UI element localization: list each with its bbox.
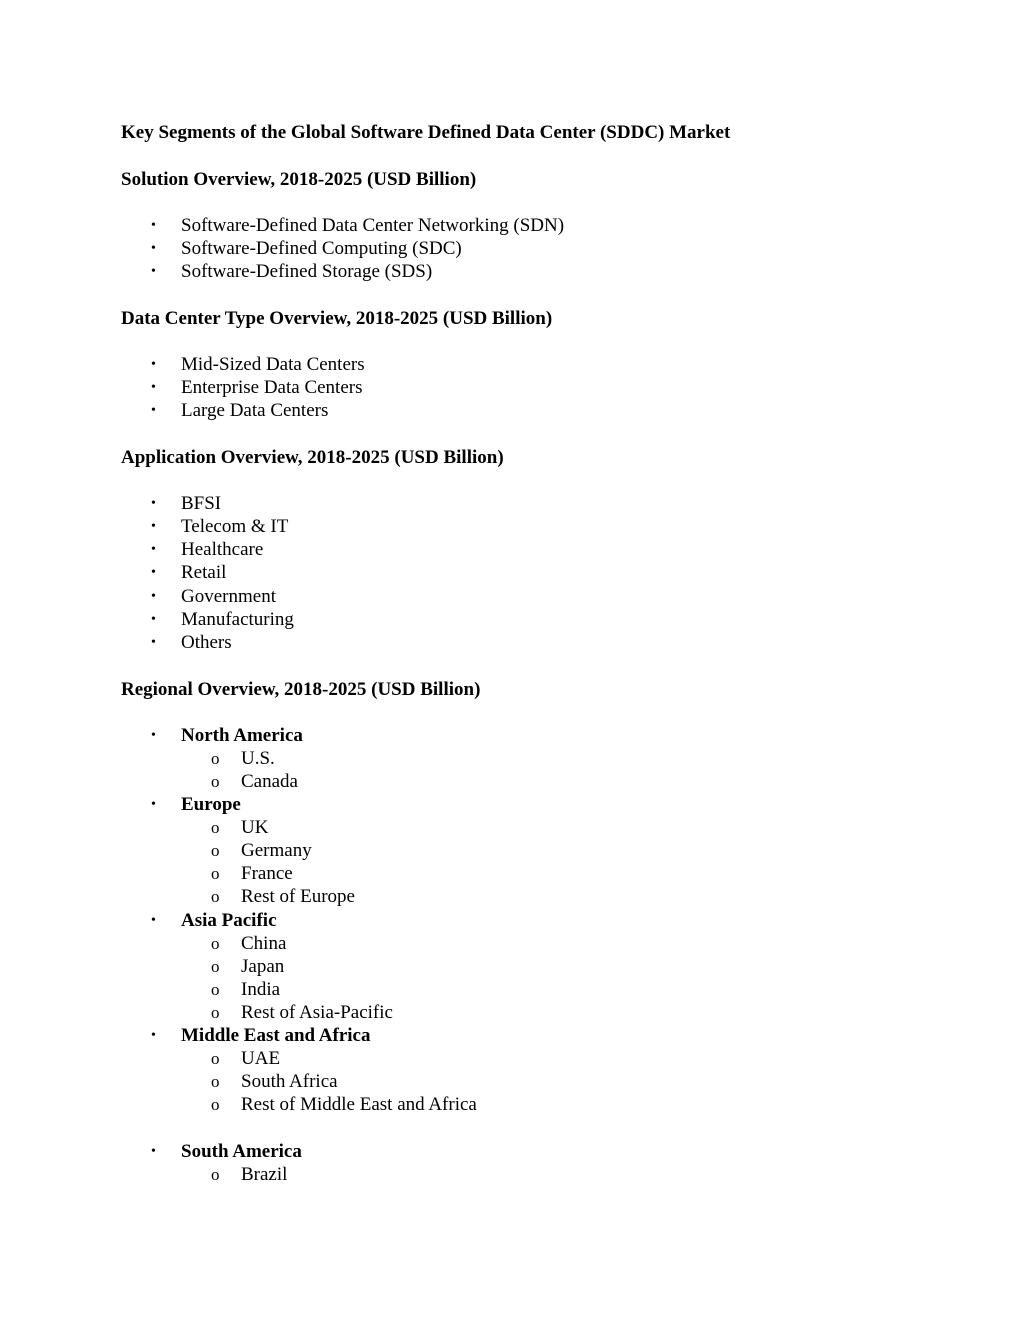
sub-bullet-icon: o [211,749,220,768]
sub-bullet-icon: o [211,772,220,791]
bullet-icon: • [151,218,156,233]
country-item: Canada [241,771,298,792]
bullet-icon: • [151,519,156,534]
sub-bullet-icon: o [211,841,220,860]
sub-bullet-icon: o [211,1165,220,1184]
country-item: Rest of Europe [241,886,355,907]
list-item: Software-Defined Storage (SDS) [181,261,433,282]
list-item: Manufacturing [181,609,294,630]
bullet-icon: • [151,728,156,743]
sub-bullet-icon: o [211,934,220,953]
list-item: Telecom & IT [181,516,289,537]
bullet-icon: • [151,797,156,812]
sub-bullet-icon: o [211,864,220,883]
country-item: U.S. [241,748,275,769]
bullet-icon: • [151,380,156,395]
section-heading-regional: Regional Overview, 2018-2025 (USD Billion) [121,679,481,700]
sub-bullet-icon: o [211,1072,220,1091]
country-item: India [241,979,281,1000]
section-heading-solution: Solution Overview, 2018-2025 (USD Billion) [121,169,477,190]
list-item: Mid-Sized Data Centers [181,354,365,375]
bullet-icon: • [151,1028,156,1043]
bullet-icon: • [151,357,156,372]
sub-bullet-icon: o [211,957,220,976]
list-item: Government [181,586,276,607]
bullet-icon: • [151,635,156,650]
sub-bullet-icon: o [211,1049,220,1068]
sub-bullet-icon: o [211,980,220,999]
bullet-icon: • [151,612,156,627]
sub-bullet-icon: o [211,818,220,837]
list-item: BFSI [181,493,222,514]
list-item: Software-Defined Computing (SDC) [181,238,462,259]
region-name: Europe [181,794,241,815]
region-name: North America [181,725,303,746]
section-heading-application: Application Overview, 2018-2025 (USD Billion) [121,447,504,468]
list-item: Enterprise Data Centers [181,377,363,398]
sub-bullet-icon: o [211,1003,220,1022]
bullet-icon: • [151,542,156,557]
country-item: Rest of Middle East and Africa [241,1094,477,1115]
list-item: Healthcare [181,539,264,560]
bullet-icon: • [151,241,156,256]
bullet-icon: • [151,403,156,418]
list-item: Software-Defined Data Center Networking (SDN) [181,215,565,236]
country-item: France [241,863,293,884]
bullet-icon: • [151,1144,156,1159]
country-item: Germany [241,840,312,861]
list-item: Others [181,632,232,653]
country-item: UK [241,817,269,838]
sub-bullet-icon: o [211,1095,220,1114]
country-item: UAE [241,1048,281,1069]
section-heading-data-center-type: Data Center Type Overview, 2018-2025 (USD Billion) [121,308,553,329]
country-item: China [241,933,287,954]
bullet-icon: • [151,496,156,511]
bullet-icon: • [151,565,156,580]
list-item: Retail [181,562,227,583]
country-item: Brazil [241,1164,288,1185]
bullet-icon: • [151,264,156,279]
document-title: Key Segments of the Global Software Defined Data Center (SDDC) Market [121,122,731,143]
bullet-icon: • [151,589,156,604]
list-item: Large Data Centers [181,400,329,421]
sub-bullet-icon: o [211,887,220,906]
country-item: Rest of Asia-Pacific [241,1002,393,1023]
region-name: Middle East and Africa [181,1025,371,1046]
bullet-icon: • [151,913,156,928]
region-name: South America [181,1141,302,1162]
region-name: Asia Pacific [181,910,277,931]
country-item: Japan [241,956,285,977]
country-item: South Africa [241,1071,338,1092]
